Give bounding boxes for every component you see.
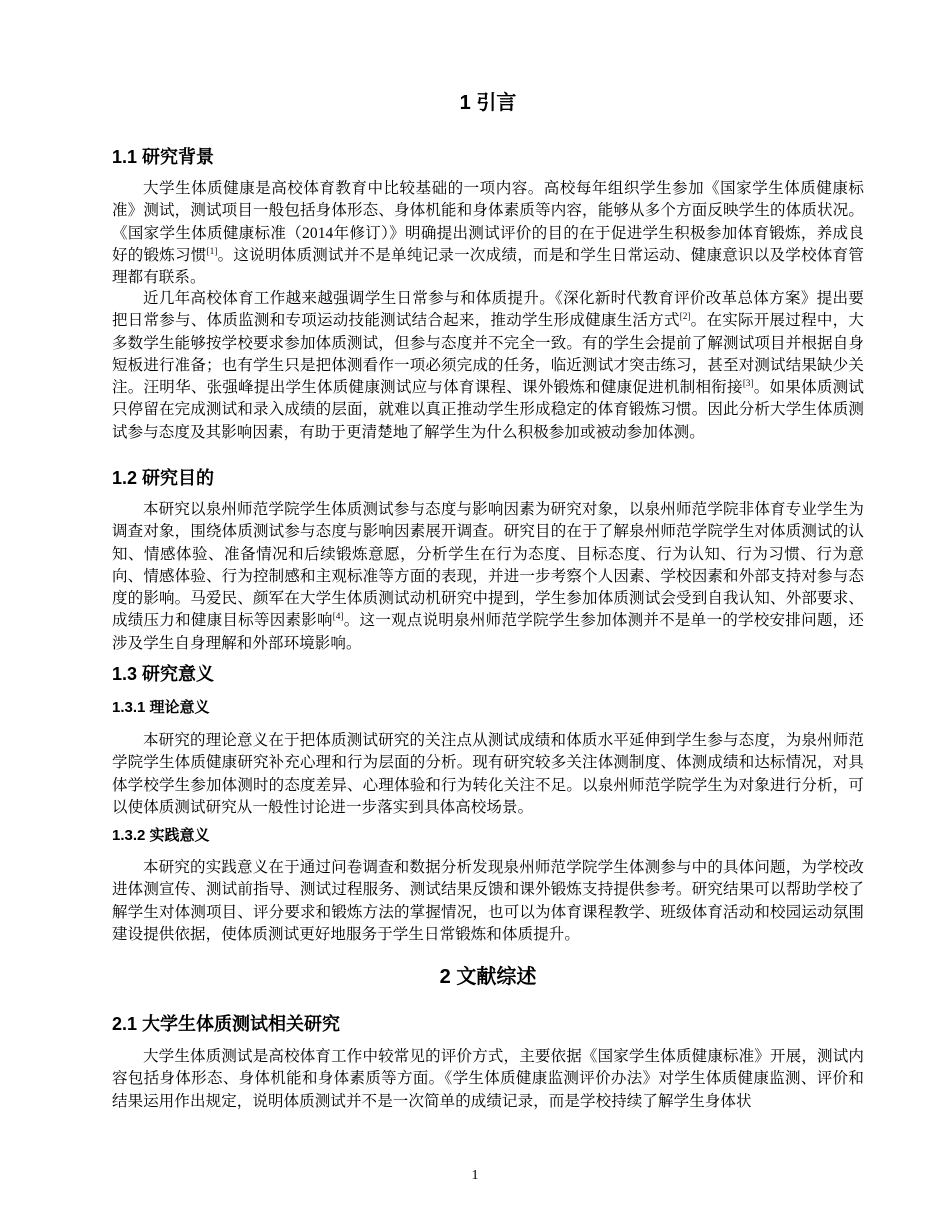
text-run: 近几年高校体育工作越来越强调学生日常参与和体质提升。《深化新时代教育评价改革总体方案》提出要把日常参与、体质监测和专项运动技能测试结合起来，推动学生形成健康生活方式 bbox=[112, 290, 864, 330]
section-2-1-heading: 2.1 大学生体质测试相关研究 bbox=[112, 1014, 341, 1034]
text-run: 。如果体质测试只停留在完成测试和录入成绩的层面，就难以真正推动学生形成稳定的体育锻炼习惯。因此分析大学生体质测试参与态度及其影响因素，有助于更清楚地了解学生为什么积极参加或被动参加体测。 bbox=[112, 379, 864, 441]
section-1-2-paragraph-1 bbox=[112, 499, 864, 655]
text-run: 。这说明体质测试并不是单纯记录一次成绩，而是和学生日常运动、健康意识以及学校体育管理都有联系。 bbox=[112, 246, 864, 287]
text-run: 大学生体质健康是高校体育教育中比较基础的一项内容。高校每年组织学生参加《国家学生体质健康标准》测试，测试项目一般包括身体形态、身体机能和身体素质等内容，能够从多个方面反映学生的体质状况。《国家学生体质健康标准（2014年修订）》明确提出测试评价的目的在于促进学生积极参加体育锻炼，养成良好的锻炼习惯 bbox=[112, 180, 864, 264]
subsection-1-3-2-paragraph: 本研究的实践意义在于通过问卷调查和数据分析发现泉州师范学院学生体测参与中的具体问题，为学校改进体测宣传、测试前指导、测试过程服务、测试结果反馈和课外锻炼支持提供参考。研究结果可以帮助学校了解学生对体测项目、评分要求和锻炼方法的掌握情况，也可以为体育课程教学、班级体育活动和校园运动氛围建设提供依据，使体质测试更好地服务于学生日常锻炼和体质提升。 bbox=[112, 859, 864, 943]
citation-ref: [2] bbox=[679, 311, 691, 322]
subsection-1-3-2-heading: 1.3.2 实践意义 bbox=[112, 827, 210, 844]
text-run: 本研究以泉州师范学院学生体质测试参与态度与影响因素为研究对象，以泉州师范学院非体育专业学生为调查对象，围绕体质测试参与态度与影响因素展开调查。研究目的在于了解泉州师范学院学生对体质测试的认知、情感体验、准备情况和后续锻炼意愿，分析学生在行为态度、目标态度、行为认知、行为习惯、行为意向、情感体验、行为控制感和主观标准等方面的表现，并进一步考察个人因素、学校因素和外部支持对参与态度的影响。马爱民、颜军在大学生体质测试动机研究中提到，学生参加体质测试会受到自我认知、外部要求、成绩压力和健康目标等因素影响 bbox=[112, 501, 864, 630]
subsection-1-3-1-heading: 1.3.1 理论意义 bbox=[112, 699, 210, 716]
section-1-1-paragraph-1 bbox=[112, 178, 864, 289]
chapter-2-heading: 2 文献综述 bbox=[439, 966, 537, 988]
section-1-2-heading: 1.2 研究目的 bbox=[112, 468, 215, 488]
text-run: 。这一观点说明泉州师范学院学生参加体测并不是单一的学校安排问题，还涉及学生自身理解和外部环境影响。 bbox=[112, 612, 864, 652]
citation-ref: [3] bbox=[742, 378, 754, 389]
section-2-1-paragraph: 大学生体质测试是高校体育工作中较常见的评价方式，主要依据《国家学生体质健康标准》开展，测试内容包括身体形态、身体机能和身体素质等方面。《学生体质健康监测评价办法》对学生体质健康监测、评价和结果运用作出规定，说明体质测试并不是一次简单的成绩记录，而是学校持续了解学生身体状 bbox=[112, 1048, 864, 1110]
citation-ref: [4] bbox=[332, 611, 344, 622]
subsection-1-3-1-paragraph: 本研究的理论意义在于把体质测试研究的关注点从测试成绩和体质水平延伸到学生参与态度，为泉州师范学院学生体质健康研究补充心理和行为层面的分析。现有研究较多关注体测制度、体测成绩和达标情况，对具体学校学生参加体测时的态度差异、心理体验和行为转化关注不足。以泉州师范学院学生为对象进行分析，可以使体质测试研究从一般性讨论进一步落实到具体高校场景。 bbox=[112, 732, 864, 816]
text-run: 。在实际开展过程中，大多数学生能够按学校要求参加体质测试，但参与态度并不完全一致。有的学生会提前了解测试项目并根据自身短板进行准备；也有学生只是把体测看作一项必须完成的任务，临近测试才突击练习，甚至对测试结果缺少关注。汪明华、张强峰提出学生体质健康测试应与体育课程、课外锻炼和健康促进机制相衔接 bbox=[112, 312, 864, 397]
section-1-3-heading: 1.3 研究意义 bbox=[112, 664, 215, 684]
section-1-1-paragraph-2 bbox=[112, 288, 864, 444]
citation-ref: [1] bbox=[206, 245, 218, 256]
chapter-1-heading: 1 引言 bbox=[459, 92, 517, 114]
section-1-1-heading: 1.1 研究背景 bbox=[112, 147, 215, 167]
page-number: 1 bbox=[471, 1168, 479, 1183]
